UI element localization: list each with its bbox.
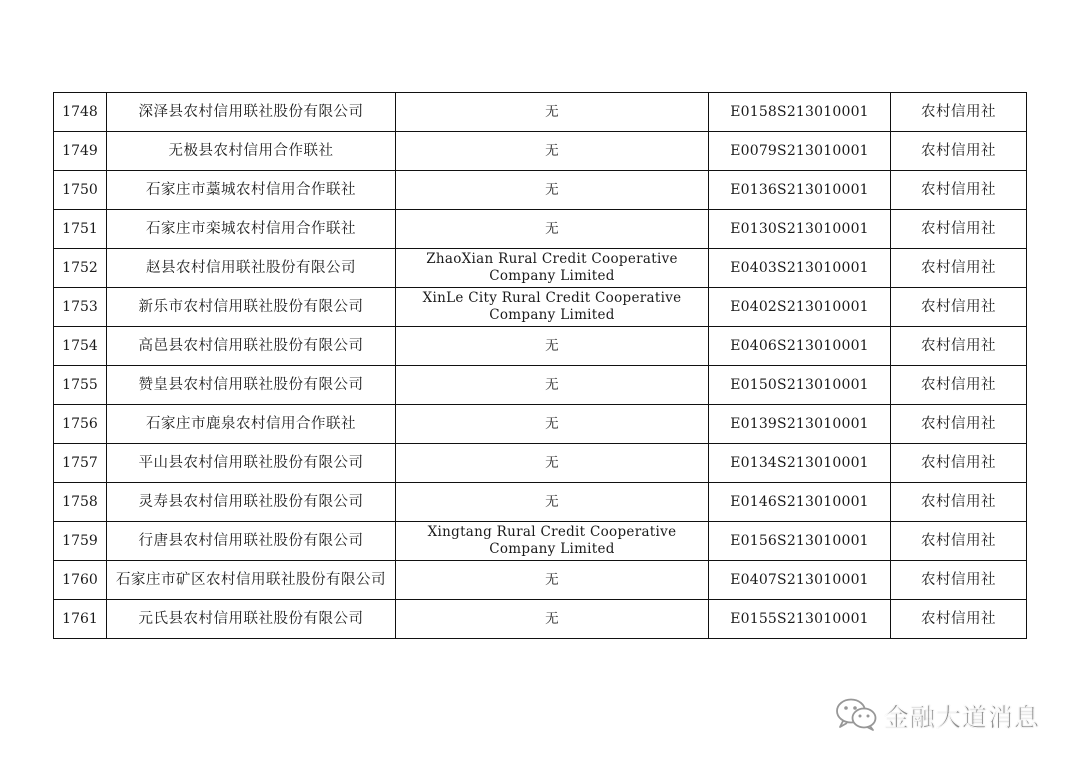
row-number-cell: 1750: [54, 171, 107, 210]
wechat-icon: [834, 696, 878, 736]
institution-code-cell: E0139S213010001: [709, 405, 891, 444]
chinese-name-cell: 元氏县农村信用联社股份有限公司: [107, 600, 396, 639]
row-number-cell: 1757: [54, 444, 107, 483]
table-row: [54, 405, 1027, 444]
english-name-cell: XinLe City Rural Credit Cooperative Company Limited: [396, 288, 709, 327]
row-number-cell: 1756: [54, 405, 107, 444]
english-name-cell: 无: [396, 132, 709, 171]
institution-type-cell: 农村信用社: [891, 561, 1027, 600]
institution-code-cell: E0155S213010001: [709, 600, 891, 639]
english-name-cell: 无: [396, 171, 709, 210]
table-row: [54, 93, 1027, 132]
institution-code-cell: E0136S213010001: [709, 171, 891, 210]
institution-type-cell: 农村信用社: [891, 132, 1027, 171]
english-name-cell: 无: [396, 93, 709, 132]
institution-type-cell: 农村信用社: [891, 600, 1027, 639]
row-number-cell: 1758: [54, 483, 107, 522]
chinese-name-cell: 新乐市农村信用联社股份有限公司: [107, 288, 396, 327]
english-name-cell: 无: [396, 366, 709, 405]
chinese-name-cell: 石家庄市矿区农村信用联社股份有限公司: [107, 561, 396, 600]
institution-type-cell: 农村信用社: [891, 171, 1027, 210]
english-name-cell: 无: [396, 405, 709, 444]
table-row: [54, 366, 1027, 405]
institution-code-cell: E0079S213010001: [709, 132, 891, 171]
institution-code-cell: E0158S213010001: [709, 93, 891, 132]
institution-code-cell: E0402S213010001: [709, 288, 891, 327]
institution-code-cell: E0403S213010001: [709, 249, 891, 288]
english-name-cell: 无: [396, 327, 709, 366]
english-name-cell: 无: [396, 444, 709, 483]
english-name-cell: 无: [396, 483, 709, 522]
institution-type-cell: 农村信用社: [891, 249, 1027, 288]
table-row: [54, 210, 1027, 249]
institution-type-cell: 农村信用社: [891, 210, 1027, 249]
table-row: [54, 561, 1027, 600]
row-number-cell: 1751: [54, 210, 107, 249]
table-row: [54, 327, 1027, 366]
watermark: [834, 696, 1040, 736]
chinese-name-cell: 石家庄市鹿泉农村信用合作联社: [107, 405, 396, 444]
institution-type-cell: 农村信用社: [891, 327, 1027, 366]
row-number-cell: 1761: [54, 600, 107, 639]
chinese-name-cell: 石家庄市藁城农村信用合作联社: [107, 171, 396, 210]
institution-type-cell: 农村信用社: [891, 288, 1027, 327]
english-name-cell: Xingtang Rural Credit Cooperative Company Limited: [396, 522, 709, 561]
table-row: [54, 132, 1027, 171]
chinese-name-cell: 无极县农村信用合作联社: [107, 132, 396, 171]
chinese-name-cell: 石家庄市栾城农村信用合作联社: [107, 210, 396, 249]
watermark-text: 金融大道消息: [884, 703, 1041, 732]
chinese-name-cell: 灵寿县农村信用联社股份有限公司: [107, 483, 396, 522]
table-row: [54, 288, 1027, 327]
chinese-name-cell: 赵县农村信用联社股份有限公司: [107, 249, 396, 288]
row-number-cell: 1749: [54, 132, 107, 171]
institution-type-cell: 农村信用社: [891, 444, 1027, 483]
institution-type-cell: 农村信用社: [891, 93, 1027, 132]
table-row: [54, 600, 1027, 639]
institution-code-cell: E0406S213010001: [709, 327, 891, 366]
institution-code-cell: E0156S213010001: [709, 522, 891, 561]
row-number-cell: 1754: [54, 327, 107, 366]
table-row: [54, 249, 1027, 288]
chinese-name-cell: 高邑县农村信用联社股份有限公司: [107, 327, 396, 366]
row-number-cell: 1748: [54, 93, 107, 132]
institution-code-cell: E0150S213010001: [709, 366, 891, 405]
institution-code-cell: E0407S213010001: [709, 561, 891, 600]
institution-code-cell: E0146S213010001: [709, 483, 891, 522]
table-row: [54, 483, 1027, 522]
institution-table-body: [54, 93, 1027, 639]
institution-table: [53, 92, 1027, 639]
institution-type-cell: 农村信用社: [891, 366, 1027, 405]
table-row: [54, 522, 1027, 561]
english-name-cell: 无: [396, 600, 709, 639]
institution-type-cell: 农村信用社: [891, 405, 1027, 444]
chinese-name-cell: 赞皇县农村信用联社股份有限公司: [107, 366, 396, 405]
chinese-name-cell: 深泽县农村信用联社股份有限公司: [107, 93, 396, 132]
english-name-cell: 无: [396, 210, 709, 249]
chinese-name-cell: 平山县农村信用联社股份有限公司: [107, 444, 396, 483]
table-row: [54, 171, 1027, 210]
institution-table-wrapper: [53, 92, 1026, 639]
english-name-cell: ZhaoXian Rural Credit Cooperative Company Limited: [396, 249, 709, 288]
institution-type-cell: 农村信用社: [891, 522, 1027, 561]
row-number-cell: 1760: [54, 561, 107, 600]
institution-type-cell: 农村信用社: [891, 483, 1027, 522]
chinese-name-cell: 行唐县农村信用联社股份有限公司: [107, 522, 396, 561]
row-number-cell: 1759: [54, 522, 107, 561]
row-number-cell: 1752: [54, 249, 107, 288]
row-number-cell: 1753: [54, 288, 107, 327]
table-row: [54, 444, 1027, 483]
english-name-cell: 无: [396, 561, 709, 600]
institution-code-cell: E0134S213010001: [709, 444, 891, 483]
institution-code-cell: E0130S213010001: [709, 210, 891, 249]
row-number-cell: 1755: [54, 366, 107, 405]
